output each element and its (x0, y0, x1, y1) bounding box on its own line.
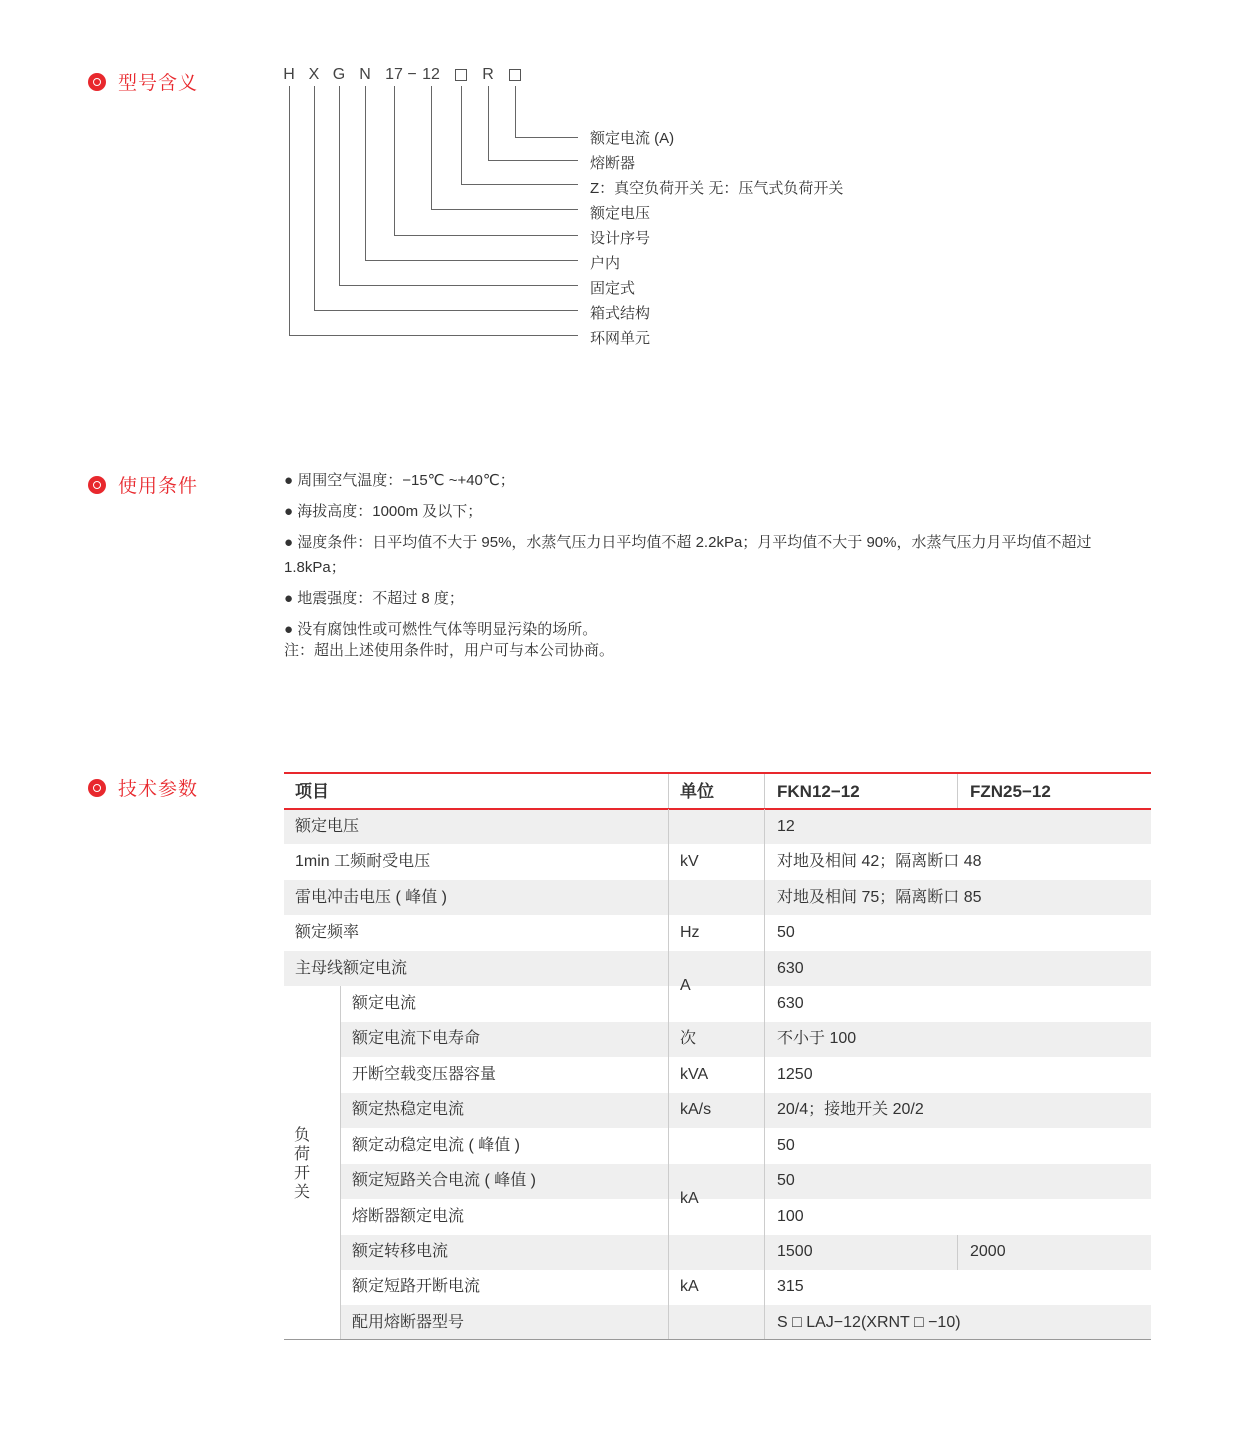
bullet-icon: ● (284, 621, 294, 638)
section-title: 型号含义 (118, 73, 199, 94)
header-fkn: FKN12−12 (777, 782, 860, 801)
condition-item: ● 湿度条件：日平均值不大于 95%，水蒸气压力日平均值不超 2.2kPa；月平均值不大于 90%，水蒸气压力月平均值不超过 1.8kPa； (284, 534, 1092, 576)
leader-line (489, 86, 579, 161)
unit-cell: kA/s (680, 1101, 712, 1118)
condition-item: ● 地震强度：不超过 8 度； (284, 590, 464, 607)
leader-line (340, 86, 579, 286)
meaning-fuse: 熔断器 (590, 155, 636, 172)
row-item: 额定热稳定电流 (352, 1101, 465, 1118)
code-letter-dash: − (407, 66, 417, 83)
meaning-box-structure: 箱式结构 (590, 305, 651, 322)
leader-line (366, 86, 579, 261)
meaning-rated-current: 额定电流 (A) (590, 130, 675, 147)
row-item: 额定动稳定电流 ( 峰值 ) (352, 1137, 520, 1154)
section-bullet-icon (88, 476, 106, 494)
unit-cell: kA (680, 1278, 699, 1295)
code-letter-n: N (359, 66, 371, 83)
unit-cell: kVA (680, 1066, 709, 1083)
section-header-params (88, 774, 198, 801)
row-band (284, 809, 1151, 844)
section-bullet-icon (88, 779, 106, 797)
code-letter-x: X (308, 66, 320, 83)
value-cell: 50 (777, 1137, 795, 1154)
value-cell: 100 (777, 1208, 804, 1225)
meaning-design-number: 设计序号 (590, 230, 651, 247)
row-band (284, 951, 1151, 986)
value-cell: 630 (777, 995, 804, 1012)
value-cell: 315 (777, 1278, 804, 1295)
header-separator (957, 774, 958, 808)
value-cell: 对地及相间 75；隔离断口 85 (777, 889, 982, 906)
value-cell: 1250 (777, 1066, 813, 1083)
condition-item: ● 海拔高度：1000m 及以下； (284, 503, 483, 520)
row-item: 开断空载变压器容量 (352, 1066, 497, 1083)
condition-item: ● 周围空气温度：−15℃ ~+40℃； (284, 472, 515, 489)
bullet-icon: ● (284, 503, 294, 520)
column-separator (764, 809, 765, 1339)
value-cell: S □ LAJ−12(XRNT □ −10) (777, 1314, 961, 1331)
row-item: 配用熔断器型号 (352, 1314, 465, 1331)
group-cell (284, 986, 340, 1339)
bullet-icon: ● (284, 590, 294, 607)
value-cell: 不小于 100 (777, 1030, 857, 1047)
row-item: 主母线额定电流 (295, 960, 408, 977)
row-item: 额定频率 (295, 924, 360, 941)
meaning-fixed: 固定式 (590, 280, 636, 297)
unit-cell: 次 (680, 1030, 697, 1047)
value-cell: 50 (777, 1172, 795, 1189)
unit-cell: A (680, 977, 691, 994)
value-cell-fzn: 2000 (970, 1243, 1006, 1260)
value-cell: 50 (777, 924, 795, 941)
value-cell: 对地及相间 42；隔离断口 48 (777, 853, 982, 870)
value-cell: 1500 (777, 1243, 813, 1260)
column-separator (957, 1235, 958, 1270)
row-item: 额定转移电流 (352, 1243, 449, 1260)
code-letter-voltage: 12 (422, 66, 440, 83)
leader-line (462, 86, 579, 185)
row-item: 额定电压 (295, 818, 360, 835)
row-item: 熔断器额定电流 (352, 1208, 465, 1225)
condition-note: 注：超出上述使用条件时，用户可与本公司协商。 (284, 642, 615, 659)
column-separator (668, 809, 669, 1339)
code-letter-h: H (283, 66, 295, 83)
header-unit: 单位 (680, 782, 714, 801)
leader-line (516, 86, 579, 138)
group-label-load-switch: 负 荷 开 关 (294, 1127, 311, 1201)
header-item: 项目 (295, 782, 329, 801)
section-title: 使用条件 (118, 476, 199, 497)
table-bottom-rule (284, 1339, 1151, 1340)
condition-item: ● 没有腐蚀性或可燃性气体等明显污染的场所。 (284, 621, 598, 638)
meaning-ring-main-unit: 环网单元 (590, 330, 651, 347)
meaning-rated-voltage: 额定电压 (590, 205, 651, 222)
header-fzn: FZN25−12 (970, 782, 1051, 801)
unit-cell: kV (680, 853, 699, 870)
value-cell: 12 (777, 818, 795, 835)
code-letter-design: 17 (385, 66, 403, 83)
row-item: 额定电流 (352, 995, 417, 1012)
column-separator (340, 986, 341, 1339)
row-item: 额定电流下电寿命 (352, 1030, 481, 1047)
code-letter-g: G (332, 66, 346, 83)
header-separator (764, 774, 765, 808)
header-separator (668, 774, 669, 808)
leader-line (432, 86, 579, 210)
unit-cell: Hz (680, 924, 700, 941)
bullet-icon: ● (284, 472, 294, 489)
section-title: 技术参数 (118, 779, 199, 800)
table-header-rule (284, 808, 1151, 810)
row-item: 1min 工频耐受电压 (295, 853, 431, 870)
meaning-switch-type: Z：真空负荷开关 无：压气式负荷开关 (590, 180, 844, 197)
value-cell: 630 (777, 960, 804, 977)
row-item: 额定短路关合电流 ( 峰值 ) (352, 1172, 536, 1189)
leader-line (315, 86, 579, 311)
leader-line (290, 86, 579, 336)
code-letter-r: R (482, 66, 494, 83)
meaning-indoor: 户内 (590, 255, 621, 272)
row-item: 雷电冲击电压 ( 峰值 ) (295, 889, 447, 906)
row-item: 额定短路开断电流 (352, 1278, 481, 1295)
section-header-conditions (88, 471, 198, 498)
unit-cell: kA (680, 1190, 699, 1207)
bullet-icon: ● (284, 534, 294, 551)
value-cell: 20/4；接地开关 20/2 (777, 1101, 924, 1118)
